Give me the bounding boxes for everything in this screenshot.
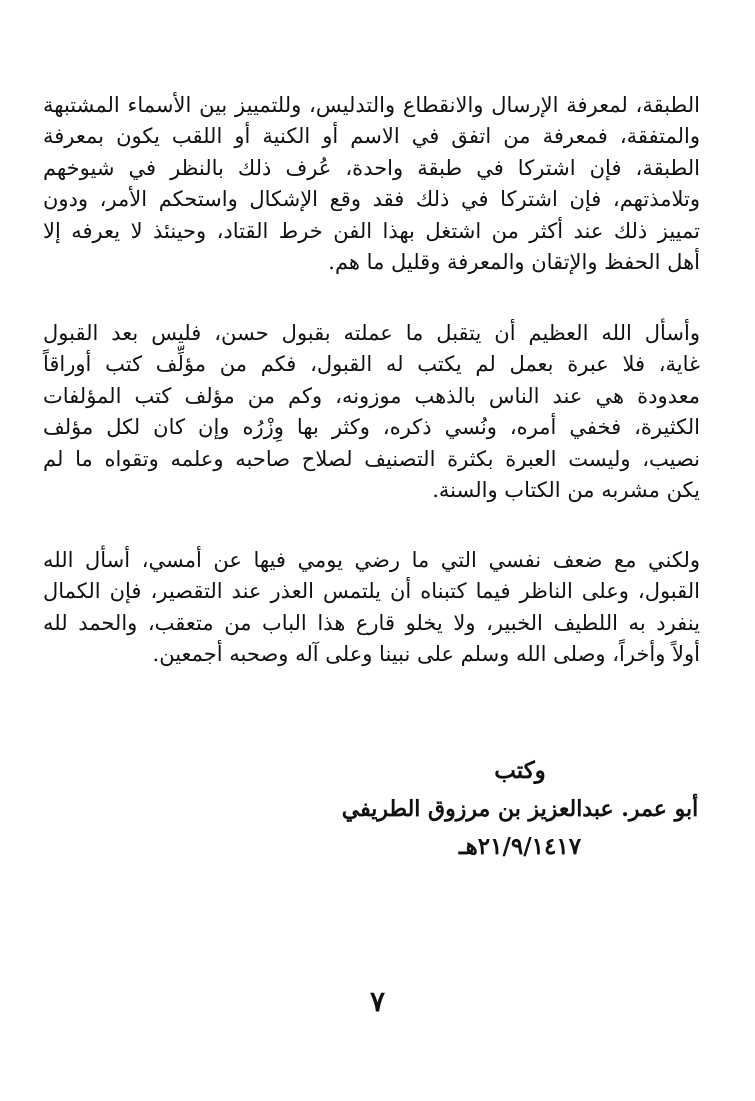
paragraph-2 xyxy=(43,318,700,506)
signature-date: ٢١/٩/١٤١٧هـ xyxy=(458,833,582,860)
page-number: ٧ xyxy=(369,985,386,1018)
text-line: تمييز ذلك عند أكثر من اشتغل بهذا الفن خرط القتاد، وحينئذ لا يعرفه إلا xyxy=(43,218,700,243)
text-line: وتلامذتهم، فإن اشتركا في ذلك فقد وقع الإشكال واستحكم الأمر، ودون xyxy=(43,187,700,212)
text-line: والمتفقة، فمعرفة من اتفق في الاسم أو الكنية أو اللقب يكون بمعرفة xyxy=(43,124,700,149)
signature-block xyxy=(340,752,700,866)
text-line: يكن مشربه من الكتاب والسنة. xyxy=(432,477,700,502)
text-line: أولاً وأخراً، وصلى الله وسلم على نبينا وعلى آله وصحبه أجمعين. xyxy=(152,642,700,667)
author-name: أبو عمر. عبدالعزيز بن مرزوق الطريفي xyxy=(341,796,699,822)
text-line: وأسأل الله العظيم أن يتقبل ما عملته بقبول حسن، فليس بعد القبول xyxy=(43,321,700,345)
signature-label: وكتب xyxy=(494,757,546,784)
paragraph-1 xyxy=(43,90,700,278)
paragraph-3 xyxy=(43,545,700,671)
text-line: الكثيرة، فخفي أمره، ونُسي ذكره، وكثر بها وِزْرُه وإن كان لكل مؤلف xyxy=(43,415,700,440)
text-line: نصيب، وليست العبرة بكثرة التصنيف لصلاح صاحبه وعلمه وتقواه ما لم xyxy=(43,446,700,471)
text-line: ولكني مع ضعف نفسي التي ما رضي يومي فيها عن أمسي، أسأل الله xyxy=(43,548,700,572)
text-line: القبول، وعلى الناظر فيما كتبناه أن يلتمس العذر عند التقصير، فإن الكمال xyxy=(43,579,700,604)
text-line: معدودة هي عند الناس بالذهب موزونه، وكم من مؤلف كتب المؤلفات xyxy=(43,383,700,408)
text-line: الطبقة، فإن اشتركا في طبقة واحدة، عُرف ذلك بالنظر في شيوخهم xyxy=(43,155,700,180)
text-line: غاية، فلا عبرة بعمل لم يكتب له القبول، فكم من مؤلِّف كتب أوراقاً xyxy=(43,352,700,377)
text-line: أهل الحفظ والإتقان والمعرفة وقليل ما هم. xyxy=(328,249,700,274)
text-line: ينفرد به اللطيف الخبير، ولا يخلو قارع هذا الباب من متعقب، والحمد لله xyxy=(43,610,700,635)
text-line: الطبقة، لمعرفة الإرسال والانقطاع والتدليس، وللتمييز بين الأسماء المشتبهة xyxy=(43,93,700,117)
